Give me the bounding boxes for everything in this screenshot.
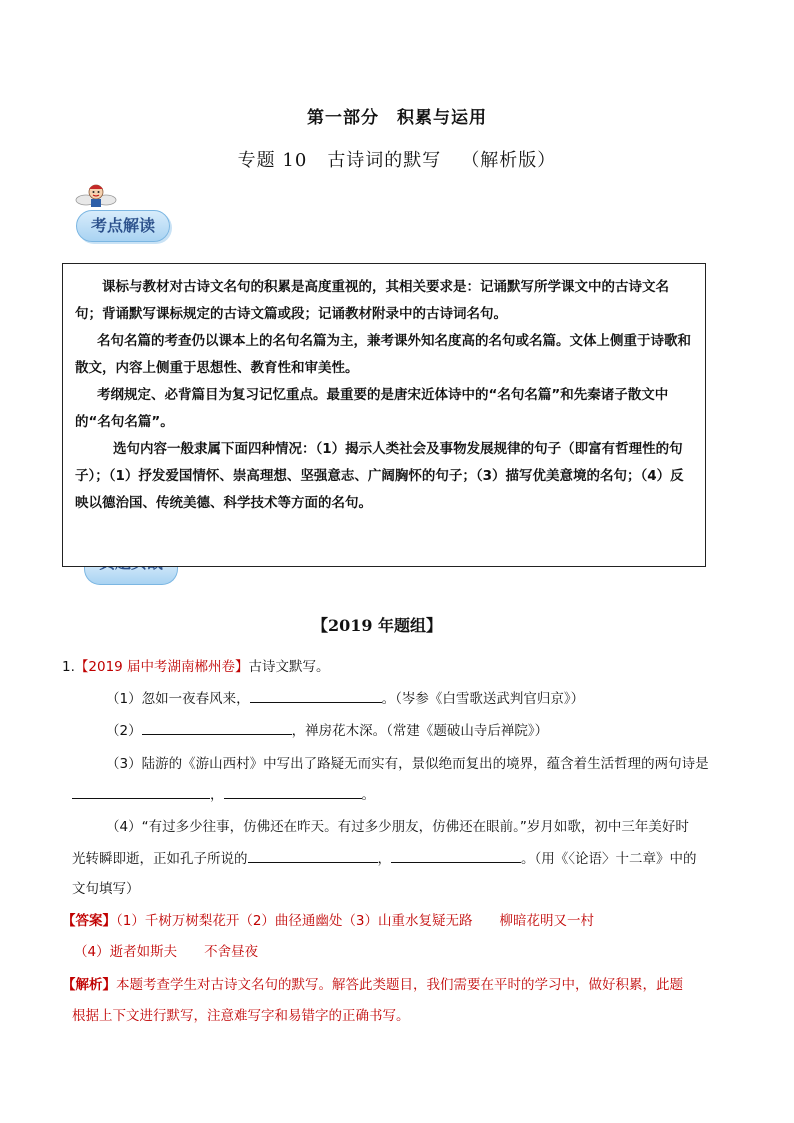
analysis-text-1: 本题考查学生对古诗文名句的默写。解答此类题目，我们需要在平时的学习中，做好积累，此题: [116, 977, 683, 993]
subquestion-4-line-3: [72, 877, 140, 897]
question-header: [62, 655, 330, 675]
topic-number: 专题 10: [237, 150, 308, 171]
answer-text-2: （4）逝者如斯夫 不舍昼夜: [74, 944, 259, 960]
subquestion-2: [106, 719, 548, 739]
question-number: 1.: [62, 659, 75, 675]
intro-paragraph-4: 选句内容一般隶属下面四种情况：（1）揭示人类社会及事物发展规律的句子（即富有哲理性的句子）；（1）抒发爱国情怀、崇高理想、坚强意志、广阔胸怀的句子；（3）描写优美意境的名句；（4）反映以德治国、传统美德、科学技术等方面的名句。: [75, 441, 684, 511]
edition-label: （解析版）: [461, 150, 557, 171]
subquestion-2-text: （2）: [106, 723, 142, 739]
analysis-label: 【解析】: [62, 977, 116, 993]
period: 。: [361, 787, 375, 803]
subquestion-4: [106, 815, 689, 835]
subquestion-1: [106, 687, 584, 707]
intro-box: [62, 263, 706, 567]
blank-1[interactable]: [250, 688, 382, 703]
subquestion-3: [106, 752, 709, 772]
analysis-line-2: [72, 1004, 410, 1024]
analysis-line-1: [62, 973, 683, 993]
blank-3b[interactable]: [224, 784, 362, 799]
mascot-icon: [72, 180, 120, 214]
intro-paragraph-3: 考纲规定、必背篇目为复习记忆重点。最重要的是唐宋近体诗中的“名句名篇”和先秦诸子散文中的“名句名篇”。: [75, 387, 669, 430]
page-title: [0, 103, 794, 128]
badge-label: 考点解读: [76, 210, 170, 242]
separator: ，: [210, 787, 224, 803]
subquestion-4-source: 。（用《〈论语〉十二章》中的: [521, 851, 697, 867]
topic-title: [0, 146, 794, 172]
intro-paragraph-1: 课标与教材对古诗文名句的积累是高度重视的，其相关要求是：记诵默写所学课文中的古诗文名句；背诵默写课标规定的古诗文篇或段；记诵教材附录中的古诗词名句。: [75, 279, 669, 322]
answer-line-2: [74, 940, 258, 960]
subquestion-1-text: （1）忽如一夜春风来，: [106, 691, 250, 707]
separator: ，: [377, 851, 391, 867]
subquestion-4-text-2: 光转瞬即逝，正如孔子所说的: [72, 851, 248, 867]
answer-label: 【答案】: [62, 913, 116, 929]
analysis-text-2: 根据上下文进行默写，注意难写字和易错字的正确书写。: [72, 1008, 410, 1024]
section-badge: [62, 180, 182, 244]
blank-4a[interactable]: [248, 848, 378, 863]
subquestion-4-text-3: 文句填写）: [72, 881, 140, 897]
question-source: 【2019 届中考湖南郴州卷】: [74, 659, 249, 675]
answer-text-1: （1）千树万树梨花开（2）曲径通幽处（3）山重水复疑无路 柳暗花明又一村: [116, 913, 595, 929]
blank-3a[interactable]: [72, 784, 210, 799]
subquestion-2-source: ，禅房花木深。（常建《题破山寺后禅院》）: [291, 723, 549, 739]
answer-line-1: [62, 909, 594, 929]
part-label: 第一部分: [307, 108, 379, 128]
intro-paragraph-2: 名句名篇的考查仍以课本上的名句名篇为主，兼考课外知名度高的名句或名篇。文体上侧重于诗歌和散文，内容上侧重于思想性、教育性和审美性。: [75, 333, 691, 376]
blank-2[interactable]: [142, 720, 292, 735]
subquestion-4-text: （4）“有过多少往事，仿佛还在昨天。有过多少朋友，仿佛还在眼前。”岁月如歌，初中三年美好时: [106, 819, 689, 835]
subquestion-4-line-2: [72, 847, 697, 867]
subquestion-3-text: （3）陆游的《游山西村》中写出了路疑无而实有，景似绝而复出的境界，蕴含着生活哲理的两句诗是: [106, 756, 709, 772]
blank-4b[interactable]: [391, 848, 521, 863]
topic-name: 古诗词的默写: [327, 150, 442, 171]
question-stem: 古诗文默写。: [248, 659, 330, 675]
subquestion-3-blanks: [72, 783, 375, 803]
subquestion-1-source: 。（岑参《白雪歌送武判官归京》）: [381, 691, 585, 707]
part-name: 积累与运用: [397, 108, 487, 128]
group-title: 【2019 年题组】: [311, 616, 443, 635]
